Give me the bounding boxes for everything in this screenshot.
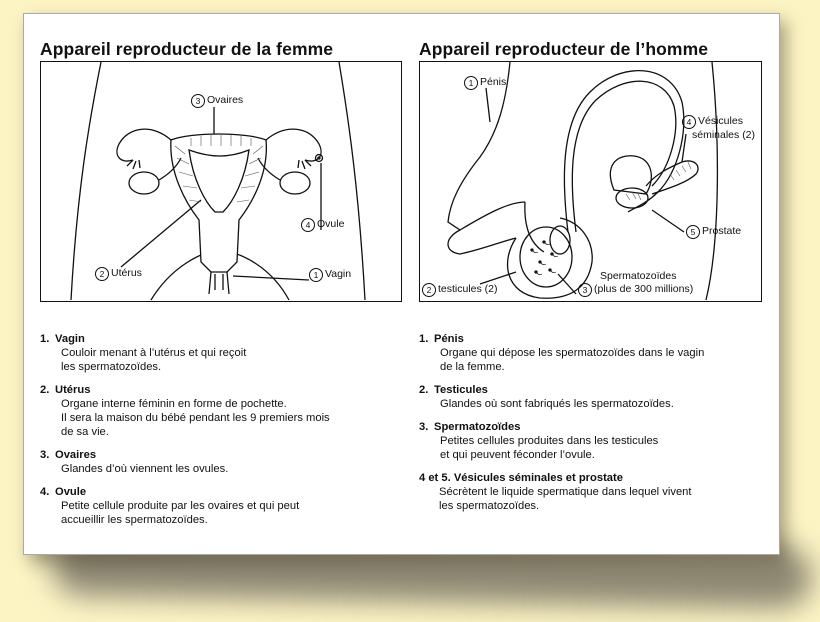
prostate-label: 5 Prostate — [686, 225, 741, 239]
female-legend — [40, 332, 402, 536]
male-title: Appareil reproducteur de l’homme — [419, 39, 709, 59]
vagin-label: 1 Vagin — [309, 268, 351, 282]
male-diagram — [419, 61, 762, 302]
male-legend-item: 2. Testicules Glandes où sont fabriqués les spermatozoïdes. — [419, 384, 674, 410]
male-legend-item: 3. Spermatozoïdes Petites cellules produites dans les testicules et qui peuvent féconder l’ovule. — [419, 421, 659, 461]
info-card — [23, 13, 780, 555]
male-legend-item: 4 et 5. Vésicules séminales et prostate Sécrètent le liquide spermatique dans lequel vivent les spermatozoïdes. — [419, 472, 692, 512]
uterus-label: 2 Utérus — [95, 267, 142, 281]
ovaires-label: 3 Ovaires — [191, 94, 243, 108]
male-legend-item: 1. Pénis Organe qui dépose les spermatozoïdes dans le vagin de la femme. — [419, 333, 705, 373]
male-legend — [419, 332, 761, 522]
female-legend-item: 4. Ovule Petite cellule produite par les ovaires et qui peut accueillir les spermatozoïdes. — [40, 486, 300, 526]
ovule-label: 4 Ovule — [301, 218, 344, 232]
male-anatomy-illustration — [420, 62, 761, 301]
penis-label: 1 Pénis — [464, 76, 506, 90]
spermatozoides-label-line1: Spermatozoïdes — [600, 270, 677, 282]
female-title: Appareil reproducteur de la femme — [40, 39, 334, 59]
vesicules-label: 4 Vésicules — [682, 115, 743, 129]
female-legend-item: 2. Utérus Organe interne féminin en forme de pochette. Il sera la maison du bébé pendant les 9 premiers mois de sa vie. — [40, 384, 330, 438]
female-legend-item: 3. Ovaires Glandes d’où viennent les ovules. — [40, 449, 229, 475]
spermatozoides-label: 3 (plus de 300 millions) — [578, 283, 693, 297]
female-legend-item: 1. Vagin Couloir menant à l’utérus et qui reçoit les spermatozoïdes. — [40, 333, 247, 373]
female-diagram — [40, 61, 402, 302]
testicules-label: 2 testicules (2) — [422, 283, 498, 297]
vesicules-label-line2: séminales (2) — [692, 129, 756, 141]
